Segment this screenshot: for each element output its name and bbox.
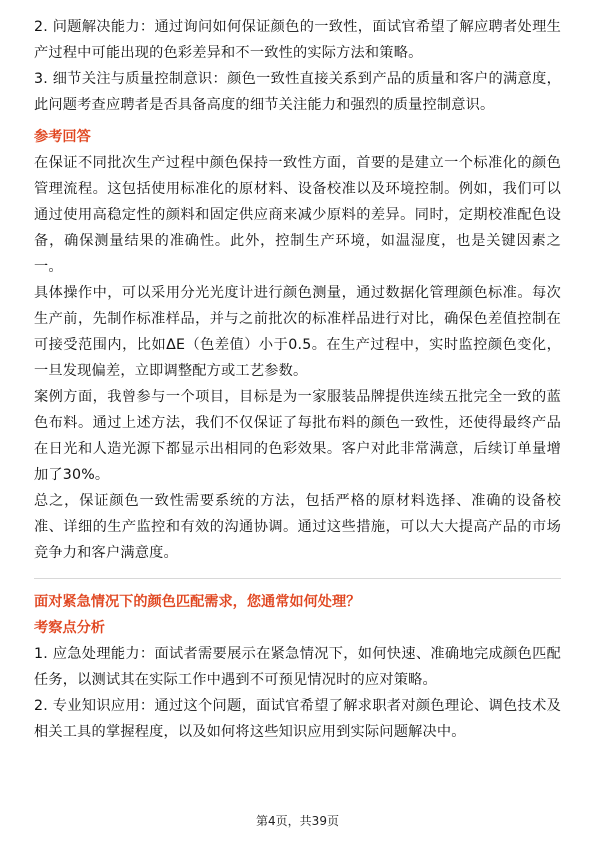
answer-paragraph: 总之，保证颜色一致性需要系统的方法，包括严格的原材料选择、准确的设备校准、详细的生产监控和有效的沟通协调。通过这些措施，可以大大提高产品的市场竞争力和客户满意度。 — [34, 493, 561, 561]
section-divider — [34, 578, 561, 579]
question-title: 面对紧急情况下的颜色匹配需求，您通常如何处理？ — [34, 594, 361, 610]
evaluation-point-3: 3. 细节关注与质量控制意识：颜色一致性直接关系到产品的质量和客户的满意度，此问题考查应聘者是否具备高度的细节关注能力和强烈的质量控制意识。 — [34, 71, 561, 113]
answer-paragraph: 具体操作中，可以采用分光光度计进行颜色测量，通过数据化管理颜色标准。每次生产前，先制作标准样品，并与之前批次的标准样品进行对比，确保色差值控制在可接受范围内，比如ΔE（色差值）小于0.5。在生产过程中，实时监控颜色变化，一旦发现偏差，立即调整配方或工艺参数。 — [34, 285, 561, 379]
answer-paragraph: 在保证不同批次生产过程中颜色保持一致性方面，首要的是建立一个标准化的颜色管理流程。这包括使用标准化的原材料、设备校准以及环境控制。例如，我们可以通过使用高稳定性的颜料和固定供应商来减少原料的差异。同时，定期校准配色设备，确保测量结果的准确性。此外，控制生产环境，如温湿度，也是关键因素之一。 — [34, 155, 561, 275]
analysis-heading: 考察点分析 — [34, 620, 105, 636]
answer-paragraph: 案例方面，我曾参与一个项目，目标是为一家服装品牌提供连续五批完全一致的蓝色布料。通过上述方法，我们不仅保证了每批布料的颜色一致性，还使得最终产品在日光和人造光源下都显示出相同的色彩效果。客户对此非常满意，后续订单量增加了30%。 — [34, 389, 561, 483]
analysis-point-1: 1. 应急处理能力：面试者需要展示在紧急情况下，如何快速、准确地完成颜色匹配任务，以测试其在实际工作中遇到不可预见情况时的应对策略。 — [34, 646, 561, 688]
analysis-point-2: 2. 专业知识应用：通过这个问题，面试官希望了解求职者对颜色理论、调色技术及相关工具的掌握程度，以及如何将这些知识应用到实际问题解决中。 — [34, 698, 561, 740]
document-page — [34, 14, 561, 745]
evaluation-point-2: 2. 问题解决能力：通过询问如何保证颜色的一致性，面试官希望了解应聘者处理生产过程中可能出现的色彩差异和不一致性的实际方法和策略。 — [34, 19, 561, 61]
page-number-footer: 第4页，共39页 — [256, 814, 339, 828]
reference-answer-heading: 参考回答 — [34, 129, 91, 145]
